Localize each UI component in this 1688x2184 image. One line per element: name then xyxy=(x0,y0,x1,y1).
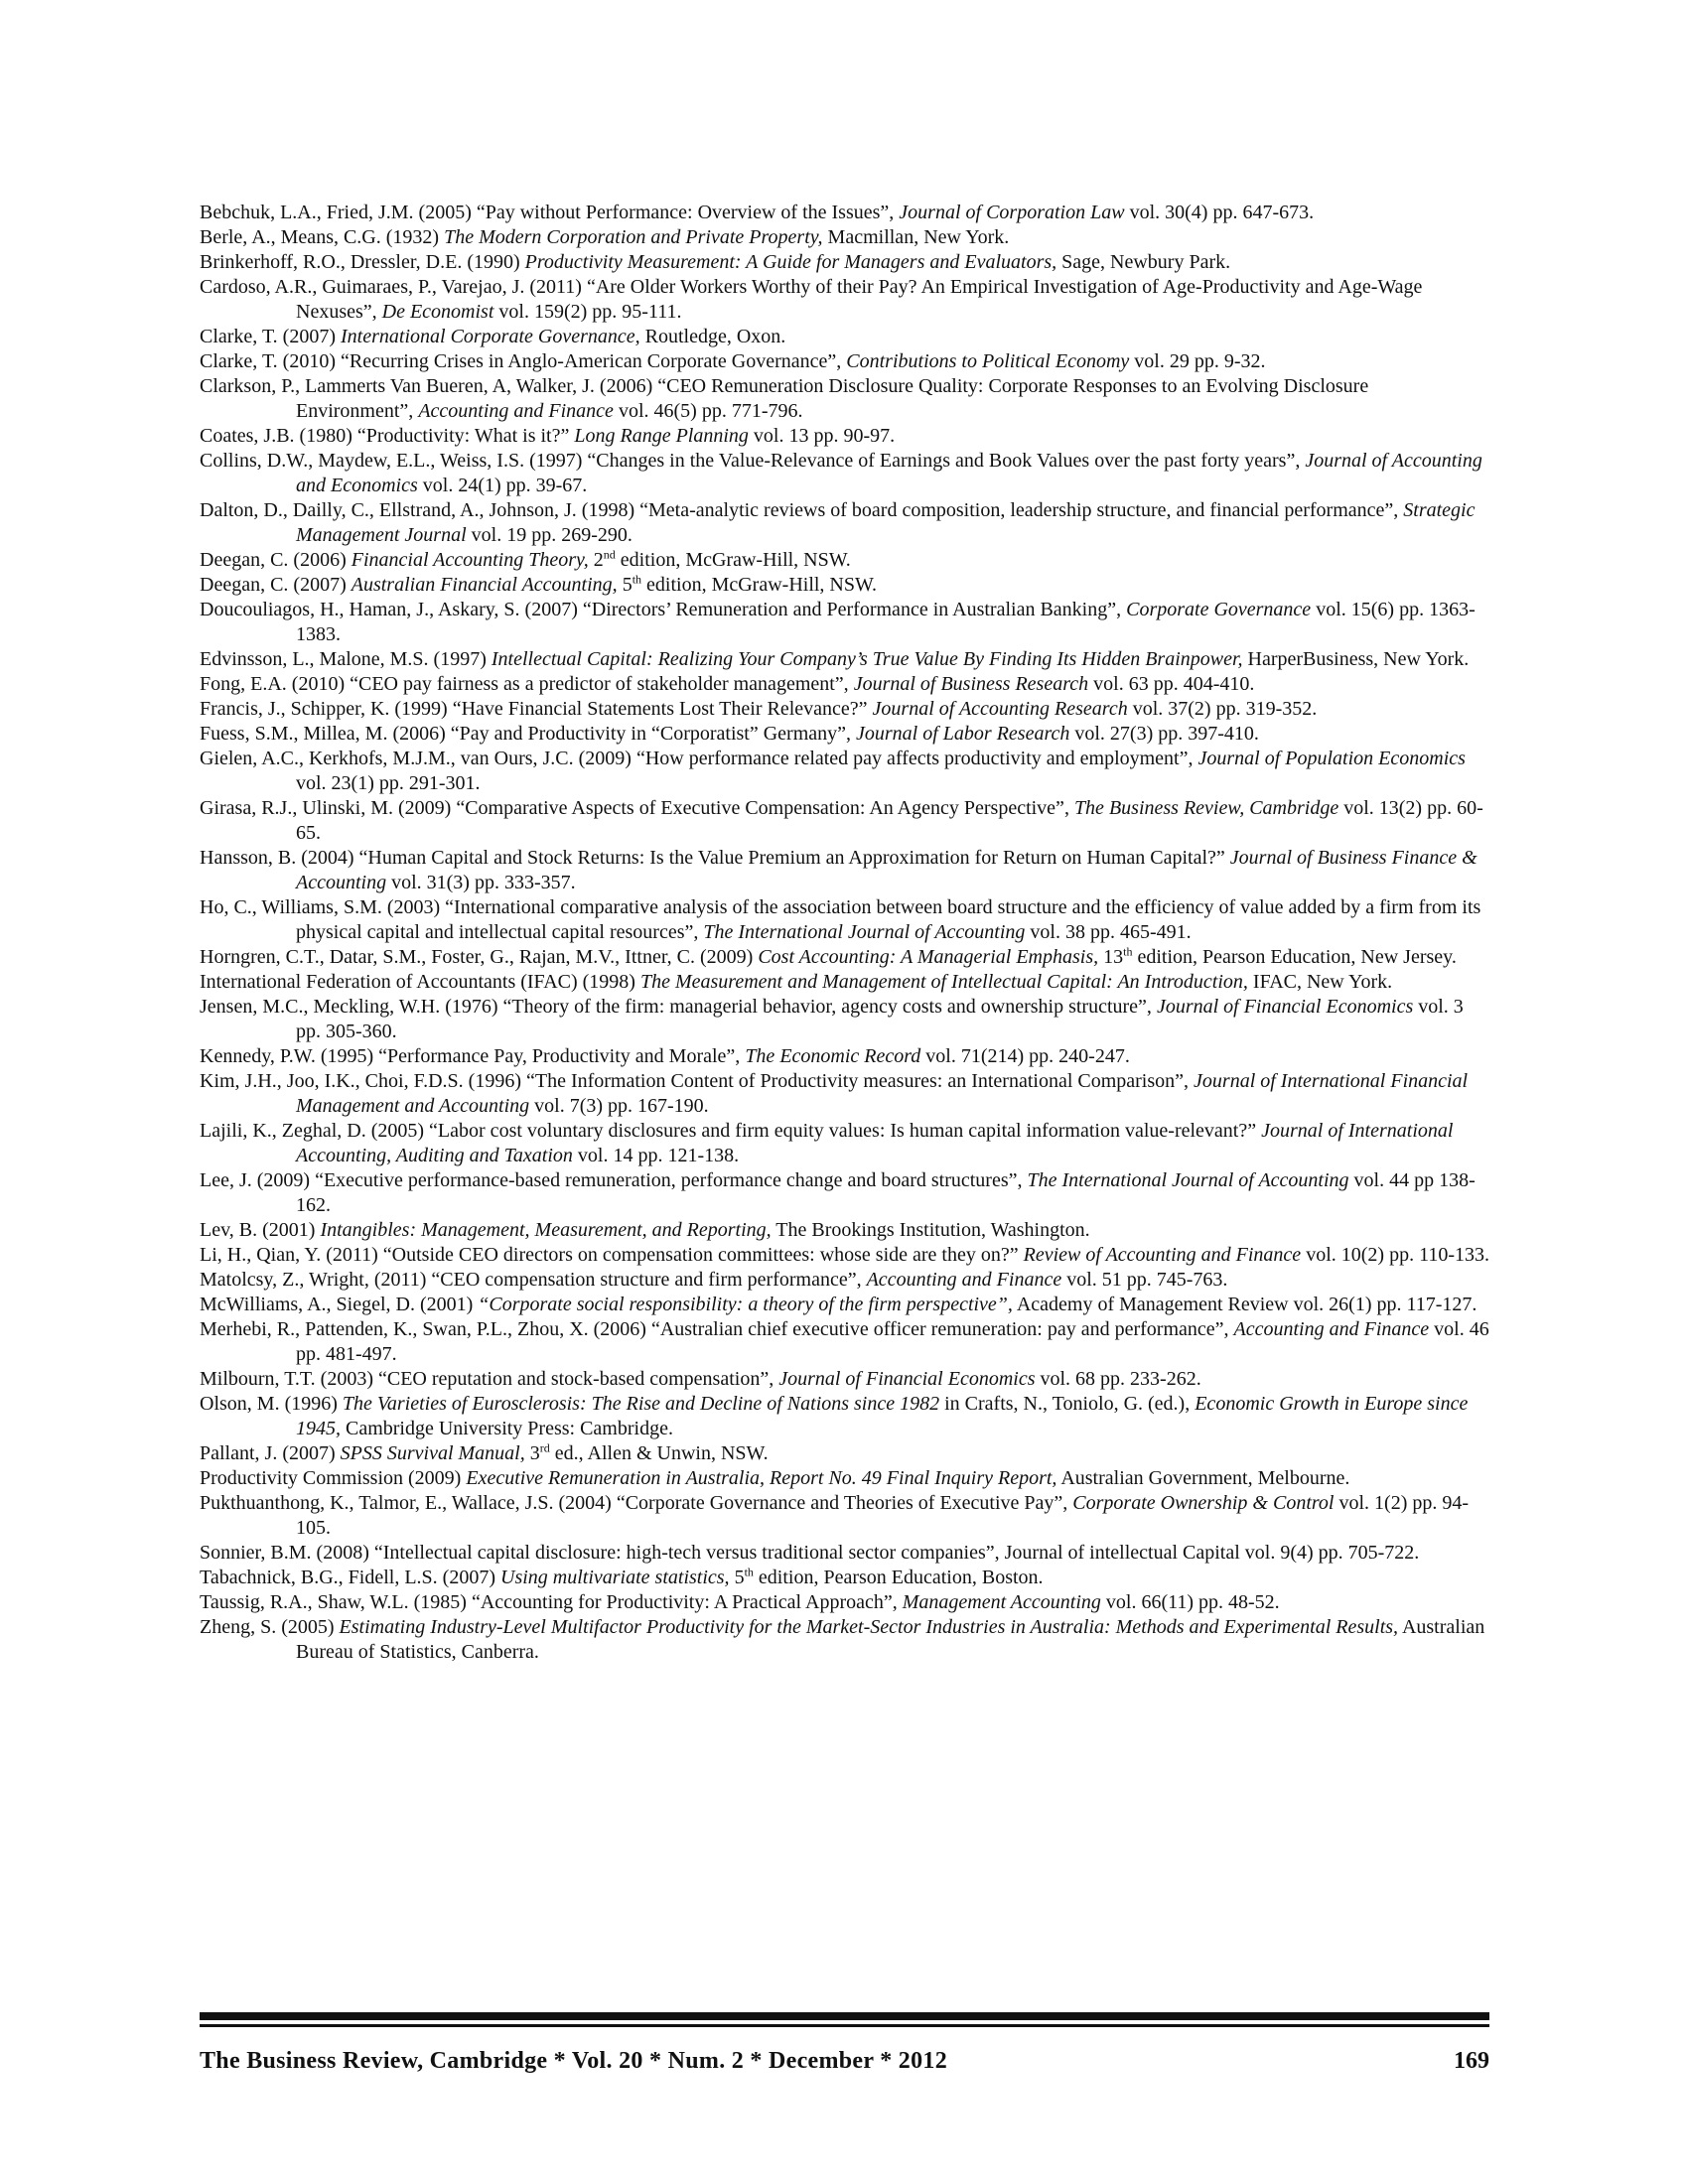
reference-italic-text: Accounting and Finance xyxy=(418,400,614,422)
reference-text: in Crafts, N., Toniolo, G. (ed.), xyxy=(939,1393,1196,1415)
reference-text: Horngren, C.T., Datar, S.M., Foster, G., Rajan, M.V., Ittner, C. (2009) xyxy=(200,946,759,968)
reference-entry xyxy=(200,1293,1490,1317)
reference-text: Productivity Commission (2009) xyxy=(200,1467,467,1489)
reference-entry xyxy=(200,1392,1490,1441)
reference-italic-text: The Economic Record xyxy=(745,1045,921,1067)
reference-text: Pallant, J. (2007) xyxy=(200,1442,341,1464)
reference-entry xyxy=(200,846,1490,895)
reference-entry xyxy=(200,1541,1490,1566)
reference-italic-text: Journal of Business Finance & Accounting xyxy=(296,847,1477,893)
reference-entry xyxy=(200,1590,1490,1615)
reference-italic-text: Financial Accounting Theory, xyxy=(351,549,589,571)
reference-text: Cambridge University Press: Cambridge. xyxy=(341,1418,673,1439)
reference-entry xyxy=(200,697,1490,722)
reference-italic-text: Journal of Business Research xyxy=(853,673,1089,695)
reference-italic-text: Productivity Measurement: A Guide for Managers and Evaluators, xyxy=(524,251,1057,273)
reference-entry xyxy=(200,1268,1490,1293)
reference-text: Sonnier, B.M. (2008) “Intellectual capital disclosure: high-tech versus traditional sector companies”, Journal of intellectual Capital vol. 9(4) pp. 705-722. xyxy=(200,1542,1420,1564)
reference-italic-text: SPSS Survival Manual, xyxy=(340,1442,525,1464)
reference-text: vol. 37(2) pp. 319-352. xyxy=(1127,698,1318,720)
reference-italic-text: “Corporate social responsibility: a theory of the firm perspective”, xyxy=(478,1294,1013,1315)
reference-text: Fong, E.A. (2010) “CEO pay fairness as a predictor of stakeholder management”, xyxy=(200,673,854,695)
ordinal-superscript: nd xyxy=(603,547,616,562)
reference-italic-text: Journal of Accounting Research xyxy=(872,698,1128,720)
reference-italic-text: The Varieties of Eurosclerosis: The Rise and Decline of Nations since 1982 xyxy=(342,1393,940,1415)
reference-text: vol. 23(1) pp. 291-301. xyxy=(296,772,481,794)
reference-italic-text: Journal of Population Economics xyxy=(1197,748,1466,769)
reference-entry xyxy=(200,275,1490,325)
reference-entry xyxy=(200,1218,1490,1243)
reference-entry xyxy=(200,498,1490,548)
reference-italic-text: Journal of International Financial Management and Accounting xyxy=(296,1070,1469,1117)
reference-text: International Federation of Accountants (IFAC) (1998) xyxy=(200,971,640,993)
reference-text: 5 xyxy=(729,1567,745,1588)
reference-text: vol. 10(2) pp. 110-133. xyxy=(1301,1244,1489,1266)
footer-journal-citation: The Business Review, Cambridge * Vol. 20 * Num. 2 * December * 2012 xyxy=(200,2048,947,2074)
reference-entry xyxy=(200,573,1490,598)
reference-entry xyxy=(200,1466,1490,1491)
reference-text: IFAC, New York. xyxy=(1247,971,1393,993)
reference-text: vol. 13(2) pp. 60-65. xyxy=(296,797,1483,844)
reference-text: Kim, J.H., Joo, I.K., Choi, F.D.S. (1996) “The Information Content of Productivity measures: an International Comparison”, xyxy=(200,1070,1195,1092)
reference-text: edition, McGraw-Hill, NSW. xyxy=(615,549,851,571)
reference-text: Hansson, B. (2004) “Human Capital and Stock Returns: Is the Value Premium an Approximation for Return on Human Capital?” xyxy=(200,847,1230,869)
reference-text: vol. 14 pp. 121-138. xyxy=(572,1145,740,1166)
reference-text: Cardoso, A.R., Guimaraes, P., Varejao, J. (2011) “Are Older Workers Worthy of their Pay? An Empirical Investigation of Age-Productivity and Age-Wage Nexuses”, xyxy=(200,276,1423,323)
reference-text: Edvinsson, L., Malone, M.S. (1997) xyxy=(200,648,492,670)
reference-text: Jensen, M.C., Meckling, W.H. (1976) “Theory of the firm: managerial behavior, agency costs and ownership structure”, xyxy=(200,996,1157,1018)
reference-italic-text: Strategic Management Journal xyxy=(296,499,1476,546)
reference-entry xyxy=(200,1367,1490,1392)
reference-text: Lajili, K., Zeghal, D. (2005) “Labor cost voluntary disclosures and firm equity values: Is human capital information value-relevant?” xyxy=(200,1120,1262,1142)
reference-text: Girasa, R.J., Ulinski, M. (2009) “Comparative Aspects of Executive Compensation: An Agency Perspective”, xyxy=(200,797,1074,819)
reference-text: Coates, J.B. (1980) “Productivity: What is it?” xyxy=(200,425,575,447)
reference-entry xyxy=(200,1491,1490,1541)
page-number: 169 xyxy=(1454,2048,1489,2074)
reference-entry xyxy=(200,225,1490,250)
reference-text: vol. 29 pp. 9-32. xyxy=(1129,350,1266,372)
reference-text: Berle, A., Means, C.G. (1932) xyxy=(200,226,445,248)
reference-text: Sage, Newbury Park. xyxy=(1056,251,1231,273)
reference-entry xyxy=(200,1441,1490,1466)
reference-text: Australian Government, Melbourne. xyxy=(1056,1467,1350,1489)
reference-italic-text: Management Accounting xyxy=(902,1591,1101,1613)
reference-entry xyxy=(200,349,1490,374)
reference-italic-text: Journal of Corporation Law xyxy=(899,202,1125,223)
reference-italic-text: Accounting and Finance xyxy=(1233,1318,1430,1340)
reference-italic-text: Australian Financial Accounting, xyxy=(351,574,618,596)
reference-entry xyxy=(200,970,1490,995)
reference-text: vol. 38 pp. 465-491. xyxy=(1025,921,1192,943)
reference-text: Gielen, A.C., Kerkhofs, M.J.M., van Ours, J.C. (2009) “How performance related pay affects productivity and employment”, xyxy=(200,748,1198,769)
reference-entry xyxy=(200,1615,1490,1665)
reference-text: edition, Pearson Education, New Jersey. xyxy=(1132,946,1457,968)
reference-entry xyxy=(200,374,1490,424)
reference-text: Kennedy, P.W. (1995) “Performance Pay, Productivity and Morale”, xyxy=(200,1045,746,1067)
reference-entry xyxy=(200,1069,1490,1119)
reference-text: edition, McGraw-Hill, NSW. xyxy=(641,574,878,596)
reference-text: vol. 63 pp. 404-410. xyxy=(1088,673,1255,695)
reference-text: 5 xyxy=(617,574,633,596)
ordinal-superscript: th xyxy=(744,1565,754,1579)
reference-italic-text: Journal of Financial Economics xyxy=(778,1368,1036,1390)
reference-italic-text: International Corporate Governance, xyxy=(341,326,640,347)
reference-entry xyxy=(200,1119,1490,1168)
reference-text: Doucouliagos, H., Haman, J., Askary, S. (2007) “Directors’ Remuneration and Performance in Australian Banking”, xyxy=(200,599,1127,620)
reference-italic-text: Journal of Accounting and Economics xyxy=(296,450,1482,496)
reference-text: McWilliams, A., Siegel, D. (2001) xyxy=(200,1294,479,1315)
reference-text: vol. 159(2) pp. 95-111. xyxy=(493,301,682,323)
reference-text: Academy of Management Review vol. 26(1) pp. 117-127. xyxy=(1012,1294,1477,1315)
reference-text: Lev, B. (2001) xyxy=(200,1219,321,1241)
reference-italic-text: De Economist xyxy=(381,301,494,323)
reference-list xyxy=(200,201,1490,1665)
reference-text: Clarke, T. (2007) xyxy=(200,326,342,347)
ordinal-superscript: th xyxy=(632,572,642,587)
reference-italic-text: Using multivariate statistics, xyxy=(500,1567,730,1588)
reference-entry xyxy=(200,598,1490,647)
reference-text: Dalton, D., Dailly, C., Ellstrand, A., Johnson, J. (1998) “Meta-analytic reviews of board composition, leadership structure, and financial performance”, xyxy=(200,499,1404,521)
reference-text: The Brookings Institution, Washington. xyxy=(771,1219,1090,1241)
reference-text: Australian Bureau of Statistics, Canberra. xyxy=(296,1616,1485,1663)
reference-italic-text: Executive Remuneration in Australia, Report No. 49 Final Inquiry Report, xyxy=(466,1467,1057,1489)
reference-text: Deegan, C. (2006) xyxy=(200,549,352,571)
reference-text: Li, H., Qian, Y. (2011) “Outside CEO directors on compensation committees: whose side are they on?” xyxy=(200,1244,1024,1266)
reference-text: Pukthuanthong, K., Talmor, E., Wallace, J.S. (2004) “Corporate Governance and Theories of Executive Pay”, xyxy=(200,1492,1073,1514)
reference-entry xyxy=(200,1243,1490,1268)
reference-text: vol. 7(3) pp. 167-190. xyxy=(529,1095,709,1117)
reference-text: Milbourn, T.T. (2003) “CEO reputation and stock-based compensation”, xyxy=(200,1368,779,1390)
reference-text: vol. 68 pp. 233-262. xyxy=(1035,1368,1201,1390)
reference-entry xyxy=(200,250,1490,275)
reference-entry xyxy=(200,325,1490,349)
reference-text: vol. 13 pp. 90-97. xyxy=(748,425,896,447)
reference-italic-text: Journal of Financial Economics xyxy=(1156,996,1414,1018)
reference-entry xyxy=(200,672,1490,697)
reference-entry xyxy=(200,895,1490,945)
reference-italic-text: Accounting and Finance xyxy=(866,1269,1062,1291)
reference-italic-text: Estimating Industry-Level Multifactor Productivity for the Market-Sector Industries in Australia: Methods and Experimental Results, xyxy=(339,1616,1399,1638)
reference-entry xyxy=(200,1317,1490,1367)
reference-entry xyxy=(200,548,1490,573)
reference-text: Deegan, C. (2007) xyxy=(200,574,352,596)
reference-text: vol. 46 pp. 481-497. xyxy=(296,1318,1489,1365)
reference-text: vol. 30(4) pp. 647-673. xyxy=(1124,202,1315,223)
reference-text: Macmillan, New York. xyxy=(822,226,1010,248)
reference-text: vol. 19 pp. 269-290. xyxy=(466,524,633,546)
reference-text: ed., Allen & Unwin, NSW. xyxy=(549,1442,769,1464)
reference-italic-text: Review of Accounting and Finance xyxy=(1023,1244,1302,1266)
reference-entry xyxy=(200,796,1490,846)
reference-italic-text: Intangibles: Management, Measurement, and Reporting, xyxy=(320,1219,772,1241)
ordinal-superscript: th xyxy=(1123,944,1133,959)
reference-italic-text: Journal of International Accounting, Auditing and Taxation xyxy=(296,1120,1454,1166)
reference-text: Lee, J. (2009) “Executive performance-based remuneration, performance change and board structures”, xyxy=(200,1169,1028,1191)
reference-text: Fuess, S.M., Millea, M. (2006) “Pay and Productivity in “Corporatist” Germany”, xyxy=(200,723,857,745)
reference-text: vol. 31(3) pp. 333-357. xyxy=(386,872,576,893)
reference-italic-text: Corporate Governance xyxy=(1126,599,1312,620)
footer-rule-thick xyxy=(200,2012,1489,2020)
reference-text: 3 xyxy=(524,1442,540,1464)
reference-entry xyxy=(200,747,1490,796)
reference-entry xyxy=(200,1168,1490,1218)
reference-text: Tabachnick, B.G., Fidell, L.S. (2007) xyxy=(200,1567,500,1588)
reference-italic-text: The Business Review, Cambridge xyxy=(1073,797,1339,819)
reference-italic-text: Contributions to Political Economy xyxy=(846,350,1130,372)
reference-italic-text: Long Range Planning xyxy=(574,425,749,447)
reference-text: Ho, C., Williams, S.M. (2003) “International comparative analysis of the association between board structure and the efficiency of value added by a firm from its physical capital and intellectual capital resources”, xyxy=(200,896,1481,943)
reference-text: vol. 51 pp. 745-763. xyxy=(1061,1269,1228,1291)
reference-text: vol. 46(5) pp. 771-796. xyxy=(613,400,803,422)
reference-text: Bebchuk, L.A., Fried, J.M. (2005) “Pay without Performance: Overview of the Issues”, xyxy=(200,202,900,223)
ordinal-superscript: rd xyxy=(539,1440,550,1455)
reference-text: Merhebi, R., Pattenden, K., Swan, P.L., Zhou, X. (2006) “Australian chief executive officer remuneration: pay and performance”, xyxy=(200,1318,1234,1340)
reference-entry xyxy=(200,722,1490,747)
reference-text: Collins, D.W., Maydew, E.L., Weiss, I.S. (1997) “Changes in the Value-Relevance of Earnings and Book Values over the past forty years”, xyxy=(200,450,1306,472)
reference-entry xyxy=(200,1566,1490,1590)
reference-text: vol. 66(11) pp. 48-52. xyxy=(1100,1591,1280,1613)
reference-entry xyxy=(200,995,1490,1044)
reference-italic-text: The International Journal of Accounting xyxy=(703,921,1026,943)
reference-text: 13 xyxy=(1098,946,1124,968)
reference-italic-text: Journal of Labor Research xyxy=(856,723,1070,745)
reference-text: Taussig, R.A., Shaw, W.L. (1985) “Accounting for Productivity: A Practical Approach”, xyxy=(200,1591,903,1613)
reference-italic-text: Corporate Ownership & Control xyxy=(1072,1492,1335,1514)
reference-text: vol. 24(1) pp. 39-67. xyxy=(417,475,588,496)
reference-text: vol. 71(214) pp. 240-247. xyxy=(920,1045,1130,1067)
reference-text: Clarke, T. (2010) “Recurring Crises in Anglo-American Corporate Governance”, xyxy=(200,350,847,372)
reference-italic-text: The Measurement and Management of Intellectual Capital: An Introduction, xyxy=(639,971,1248,993)
reference-entry xyxy=(200,201,1490,225)
reference-text: Routledge, Oxon. xyxy=(639,326,786,347)
reference-italic-text: The International Journal of Accounting xyxy=(1027,1169,1349,1191)
reference-text: vol. 3 pp. 305-360. xyxy=(296,996,1464,1042)
reference-italic-text: The Modern Corporation and Private Property, xyxy=(444,226,823,248)
reference-text: vol. 27(3) pp. 397-410. xyxy=(1069,723,1259,745)
reference-text: Clarkson, P., Lammerts Van Bueren, A, Walker, J. (2006) “CEO Remuneration Disclosure Quality: Corporate Responses to an Evolving Disclosure Environment”, xyxy=(200,375,1369,422)
reference-text: Brinkerhoff, R.O., Dressler, D.E. (1990) xyxy=(200,251,525,273)
reference-text: edition, Pearson Education, Boston. xyxy=(753,1567,1044,1588)
reference-text: Zheng, S. (2005) xyxy=(200,1616,340,1638)
reference-entry xyxy=(200,1044,1490,1069)
reference-italic-text: Intellectual Capital: Realizing Your Company’s True Value By Finding Its Hidden Brainpower, xyxy=(491,648,1243,670)
reference-text: HarperBusiness, New York. xyxy=(1242,648,1470,670)
reference-text: vol. 1(2) pp. 94-105. xyxy=(296,1492,1470,1539)
reference-text: vol. 44 pp 138-162. xyxy=(296,1169,1476,1216)
reference-entry xyxy=(200,647,1490,672)
reference-text: vol. 15(6) pp. 1363-1383. xyxy=(296,599,1476,645)
reference-entry xyxy=(200,449,1490,498)
reference-text: Olson, M. (1996) xyxy=(200,1393,343,1415)
reference-text: Francis, J., Schipper, K. (1999) “Have Financial Statements Lost Their Relevance?” xyxy=(200,698,873,720)
reference-italic-text: Cost Accounting: A Managerial Emphasis, xyxy=(758,946,1099,968)
reference-italic-text: Economic Growth in Europe since 1945, xyxy=(296,1393,1469,1439)
footer-rule-thin xyxy=(200,2024,1489,2027)
reference-text: 2 xyxy=(588,549,604,571)
reference-entry xyxy=(200,945,1490,970)
reference-entry xyxy=(200,424,1490,449)
reference-text: Matolcsy, Z., Wright, (2011) “CEO compensation structure and firm performance”, xyxy=(200,1269,867,1291)
